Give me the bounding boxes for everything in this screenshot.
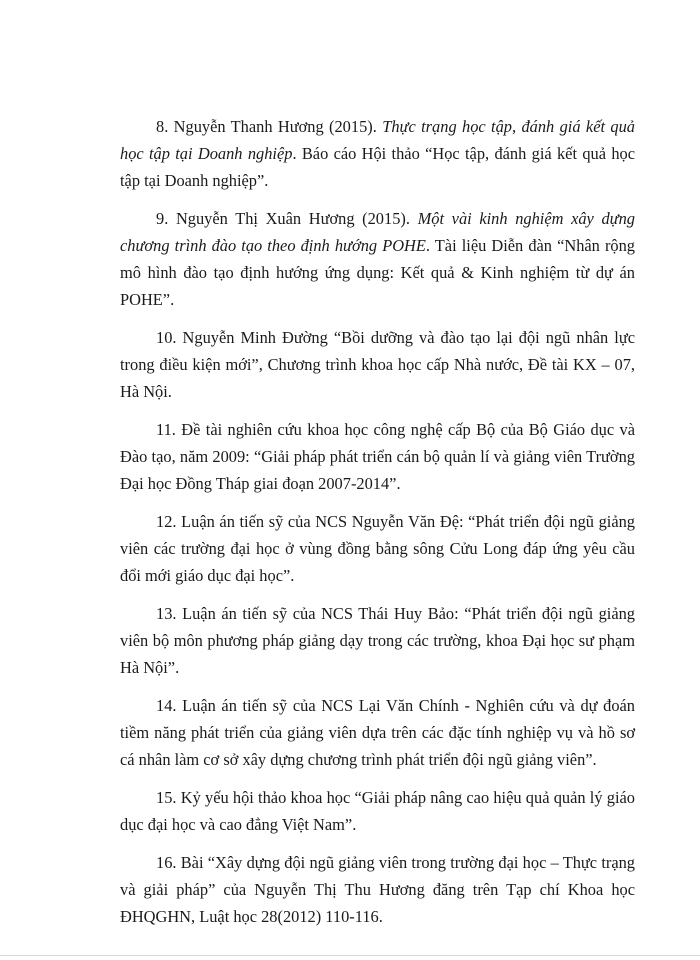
reference-number: 11. [156,420,176,439]
reference-title: Thực trạng học tập, đánh giá kết quả học tập tại Doanh nghiệp [120,117,635,163]
reference-author: Nguyễn Thị Xuân Hương (2015). [175,209,410,228]
reference-item-13 [120,600,635,681]
reference-item-14 [120,692,635,773]
reference-number: 10. [156,328,177,347]
reference-number: 9. [156,209,169,228]
reference-text: Luận án tiến sỹ của NCS Lại Văn Chính - Nghiên cứu và dự đoán tiềm năng phát triển của giảng viên dựa trên các đặc tính nghiệp vụ và hồ sơ cá nhân làm cơ sở xây dựng chương trình phát triển đội ngũ giảng viên”. [120,696,635,769]
reference-text: Nguyễn Minh Đường “Bồi dưỡng và đào tạo lại đội ngũ nhân lực trong điều kiện mới”, Chương trình khoa học cấp Nhà nước, Đề tài KX – 07, Hà Nội. [120,328,635,401]
reference-text: Luận án tiến sỹ của NCS Nguyễn Văn Đệ: “Phát triển đội ngũ giảng viên các trường đại học ở vùng đồng bằng sông Cửu Long đáp ứng yêu cầu đổi mới giáo dục đại học”. [120,512,635,585]
reference-item-10 [120,324,635,405]
reference-list [120,113,635,941]
reference-source: . Tài liệu Diễn đàn “Nhân rộng mô hình đào tạo định hướng ứng dụng: Kết quả & Kinh nghiệm từ dự án POHE”. [120,236,635,309]
reference-item-9 [120,205,635,313]
reference-item-12 [120,508,635,589]
reference-item-8 [120,113,635,194]
reference-number: 12. [156,512,177,531]
reference-text: Kỷ yếu hội thảo khoa học “Giải pháp nâng cao hiệu quả quản lý giáo dục đại học và cao đẳng Việt Nam”. [120,788,635,834]
reference-text: Đề tài nghiên cứu khoa học công nghệ cấp Bộ của Bộ Giáo dục và Đào tạo, năm 2009: “Giải pháp phát triển cán bộ quản lí và giảng viên Trường Đại học Đồng Tháp giai đoạn 2007-2014”. [120,420,635,493]
reference-number: 15. [156,788,177,807]
page-bottom-divider [0,955,700,956]
reference-number: 13. [156,604,177,623]
reference-title: Một vài kinh nghiệm xây dựng chương trình đào tạo theo định hướng POHE [120,209,636,255]
reference-number: 14. [156,696,177,715]
reference-text: Luận án tiến sỹ của NCS Thái Huy Bảo: “Phát triển đội ngũ giảng viên bộ môn phương pháp giảng dạy trong các trường, khoa Đại học sư phạm Hà Nội”. [120,604,635,677]
reference-author: Nguyễn Thanh Hương (2015). [173,117,377,136]
reference-item-16 [120,849,635,930]
reference-number: 16. [156,853,177,872]
reference-number: 8. [156,117,169,136]
reference-text: Bài “Xây dựng đội ngũ giảng viên trong trường đại học – Thực trạng và giải pháp” của Nguyễn Thị Thu Hương đăng trên Tạp chí Khoa học ĐHQGHN, Luật học 28(2012) 110-116. [120,853,635,926]
reference-source: . Báo cáo Hội thảo “Học tập, đánh giá kết quả học tập tại Doanh nghiệp”. [120,144,635,190]
reference-item-11 [120,416,635,497]
reference-item-15 [120,784,635,838]
